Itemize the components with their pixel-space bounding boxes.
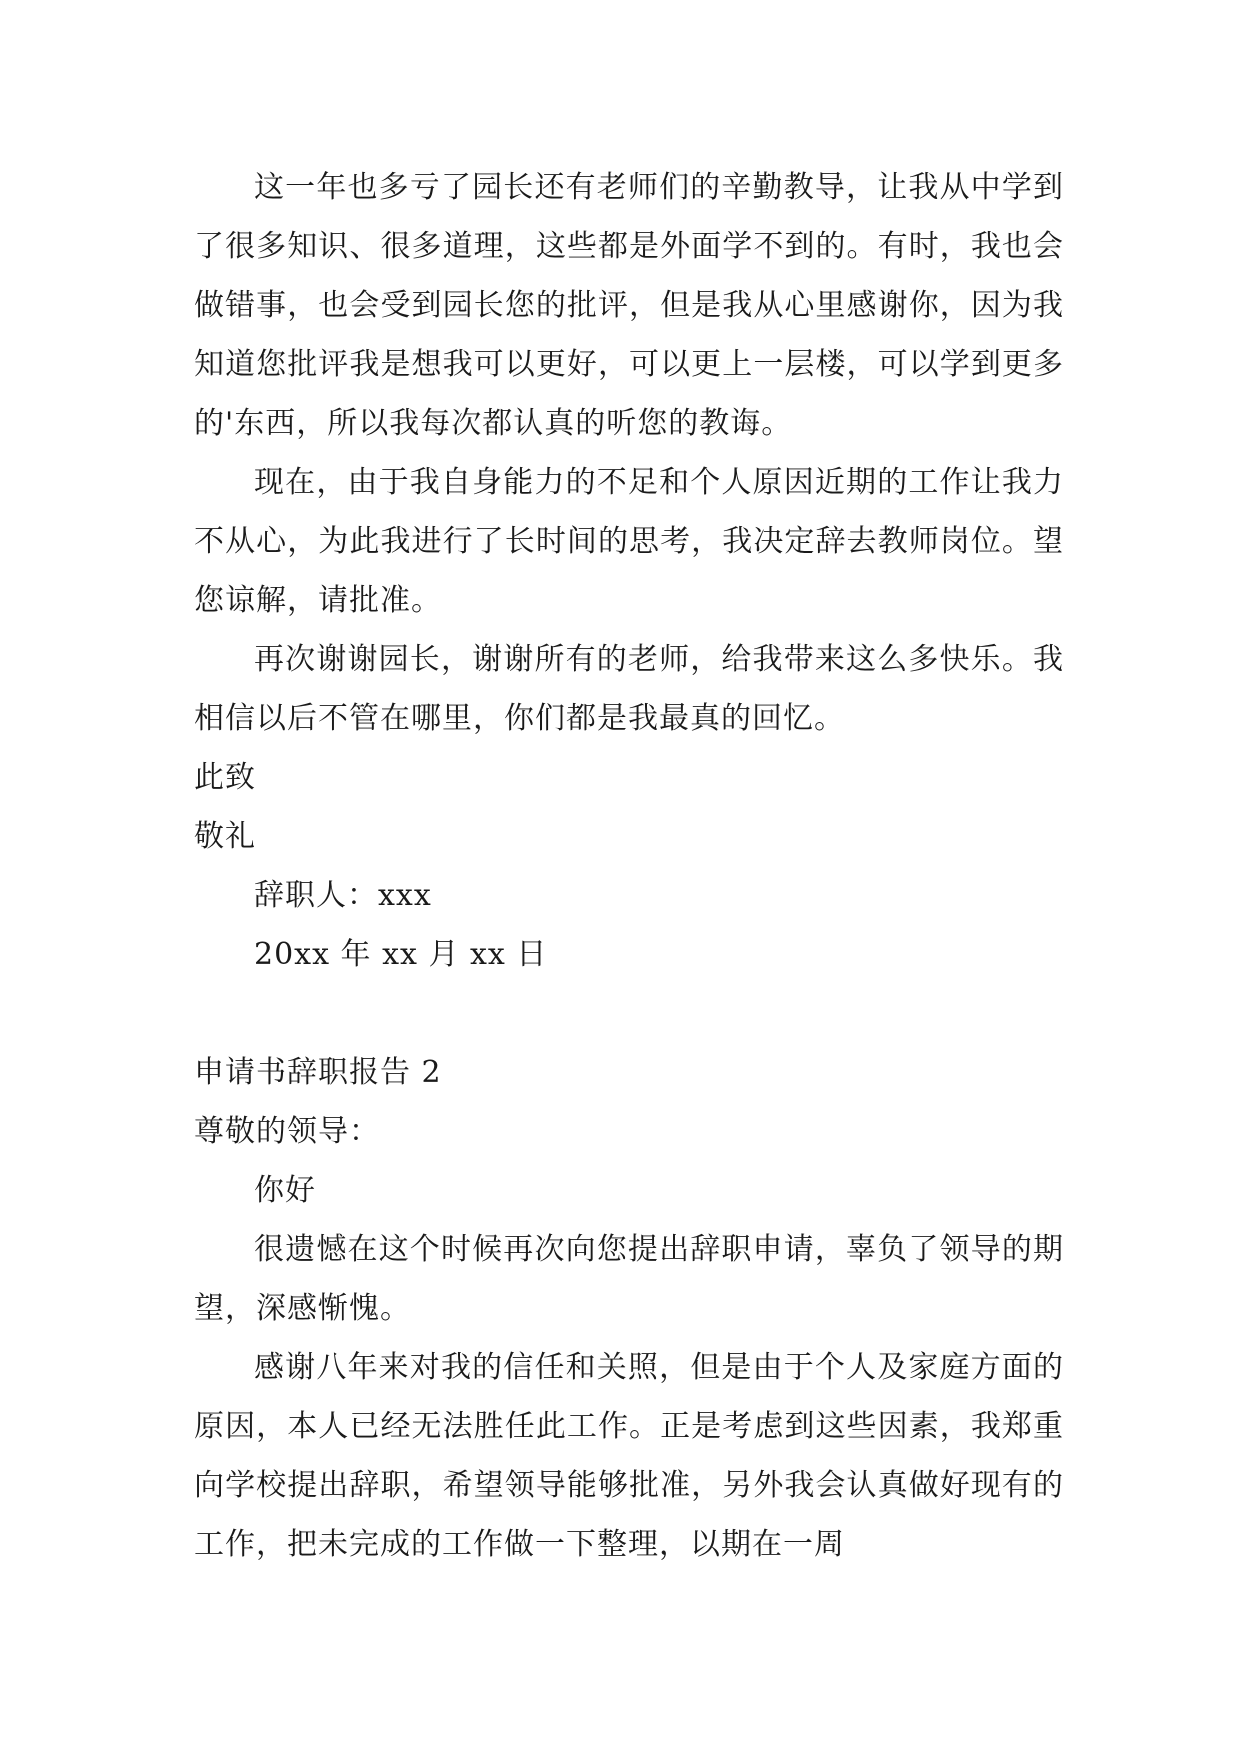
letter1-paragraph-3: 再次谢谢园长，谢谢所有的老师，给我带来这么多快乐。我相信以后不管在哪里，你们都是我最真的回忆。 bbox=[194, 642, 1064, 736]
letter2-paragraph-1: 很遗憾在这个时候再次向您提出辞职申请，辜负了领导的期望，深感惭愧。 bbox=[194, 1232, 1064, 1326]
letter2-title: 申请书辞职报告 2 bbox=[194, 1055, 442, 1090]
letter1-paragraph-2: 现在，由于我自身能力的不足和个人原因近期的工作让我力不从心，为此我进行了长时间的思考，我决定辞去教师岗位。望您谅解，请批准。 bbox=[194, 465, 1064, 618]
date-line: 20xx 年 xx 月 xx 日 bbox=[254, 937, 548, 972]
section-spacer bbox=[194, 984, 1064, 1043]
closing-line-1: 此致 bbox=[194, 760, 256, 795]
closing-line-2: 敬礼 bbox=[194, 819, 256, 854]
letter2-salutation: 尊敬的领导： bbox=[194, 1114, 380, 1149]
letter2-greeting: 你好 bbox=[254, 1173, 316, 1208]
letter1-paragraph-1: 这一年也多亏了园长还有老师们的辛勤教导，让我从中学到了很多知识、很多道理，这些都是外面学不到的。有时，我也会做错事，也会受到园长您的批评，但是我从心里感谢你，因为我知道您批评我是想我可以更好，可以更上一层楼，可以学到更多的'东西，所以我每次都认真的听您的教诲。 bbox=[194, 170, 1064, 441]
signer-line: 辞职人：xxx bbox=[254, 878, 432, 913]
document-page bbox=[194, 158, 1064, 1574]
letter2-paragraph-2: 感谢八年来对我的信任和关照，但是由于个人及家庭方面的原因，本人已经无法胜任此工作。正是考虑到这些因素，我郑重向学校提出辞职，希望领导能够批准，另外我会认真做好现有的工作，把未完成的工作做一下整理，以期在一周 bbox=[194, 1350, 1064, 1562]
